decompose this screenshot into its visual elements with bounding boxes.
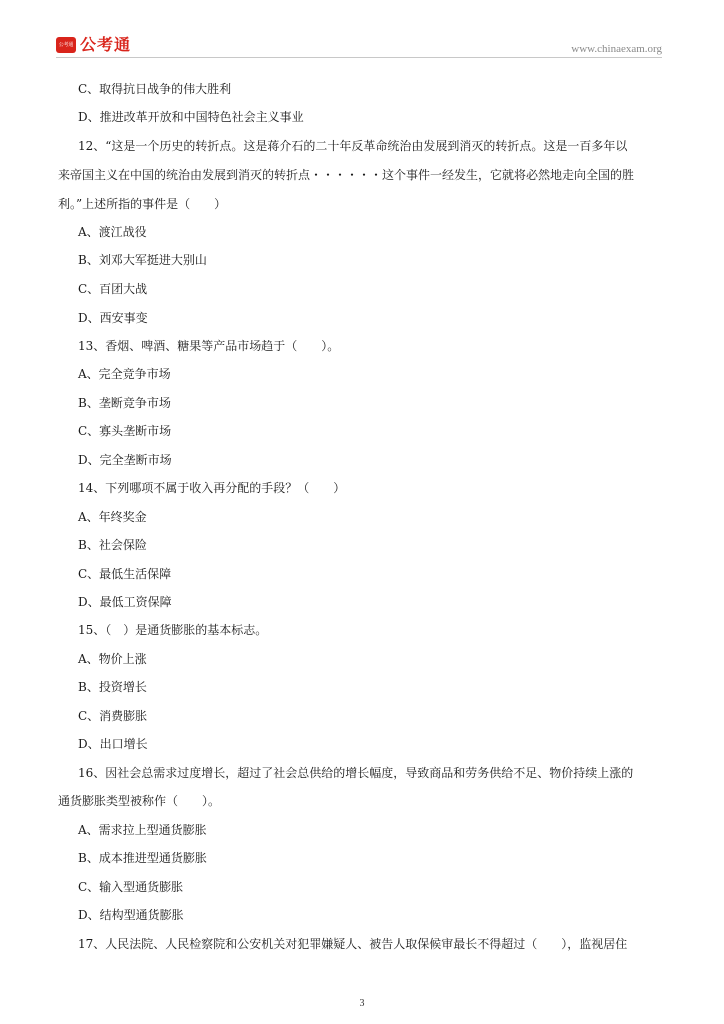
option-15a: A、物价上涨 — [78, 652, 147, 666]
option-12c: C、百团大战 — [78, 282, 148, 296]
option-14d: D、最低工资保障 — [78, 595, 172, 609]
question-16-line-2: 通货膨胀类型被称作（ ）。 — [58, 794, 221, 808]
option-16a: A、需求拉上型通货膨胀 — [78, 823, 207, 837]
question-12-line-1: 12、“这是一个历史的转折点。这是蒋介石的二十年反革命统治由发展到消灭的转折点。这是一百多年以 — [78, 139, 628, 153]
option-15c: C、消费膨胀 — [78, 709, 148, 723]
option-14a: A、年终奖金 — [78, 510, 147, 524]
option-16b: B、成本推进型通货膨胀 — [78, 851, 207, 865]
question-17-line-1: 17、人民法院、人民检察院和公安机关对犯罪嫌疑人、被告人取保候审最长不得超过（ ），监视居住 — [78, 937, 628, 951]
option-13c: C、寡头垄断市场 — [78, 424, 172, 438]
question-14: 14、下列哪项不属于收入再分配的手段？（ ） — [78, 481, 346, 495]
option-14b: B、社会保险 — [78, 538, 147, 552]
option-13a: A、完全竞争市场 — [78, 367, 171, 381]
option-13d: D、完全垄断市场 — [78, 453, 172, 467]
question-12-line-2: 来帝国主义在中国的统治由发展到消灭的转折点・・・・・・这个事件一经发生，它就将必然地走向全国的胜 — [58, 168, 635, 182]
option-11c: C、取得抗日战争的伟大胜利 — [78, 82, 232, 96]
option-15d: D、出口增长 — [78, 737, 148, 751]
option-13b: B、垄断竞争市场 — [78, 396, 171, 410]
site-url: www.chinaexam.org — [571, 43, 662, 55]
question-16-line-1: 16、因社会总需求过度增长，超过了社会总供给的增长幅度，导致商品和劳务供给不足、物价持续上涨的 — [78, 766, 634, 780]
question-12-line-3: 利。”上述所指的事件是（ ） — [58, 197, 227, 211]
option-11d: D、推进改革开放和中国特色社会主义事业 — [78, 110, 304, 124]
option-16c: C、输入型通货膨胀 — [78, 880, 184, 894]
option-14c: C、最低生活保障 — [78, 567, 172, 581]
logo-text: 公考通 — [80, 35, 132, 54]
option-15b: B、投资增长 — [78, 680, 147, 694]
question-13: 13、香烟、啤酒、糖果等产品市场趋于（ ）。 — [78, 339, 340, 353]
option-12a: A、渡江战役 — [78, 225, 147, 239]
option-16d: D、结构型通货膨胀 — [78, 908, 184, 922]
logo-badge-icon: 公考通 — [56, 37, 76, 53]
question-15: 15、（ ）是通货膨胀的基本标志。 — [78, 623, 268, 637]
option-12b: B、刘邓大军挺进大别山 — [78, 253, 207, 267]
option-12d: D、西安事变 — [78, 311, 148, 325]
page-number: 3 — [359, 998, 365, 1009]
